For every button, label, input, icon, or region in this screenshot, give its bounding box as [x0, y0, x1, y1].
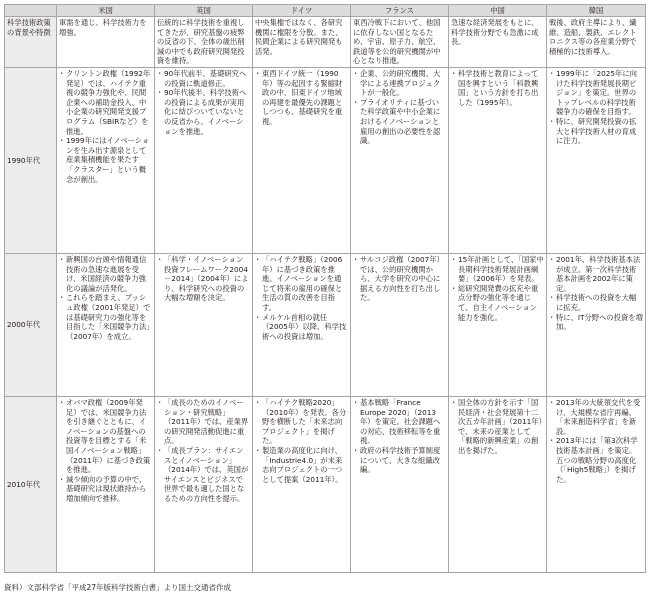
list-item: ・ 科学技術と教育によって国を興すという「科教興国」という方針を打ち出した（1995年）。	[451, 69, 544, 107]
bullet-list	[549, 398, 643, 484]
bullet-list	[353, 255, 446, 303]
header-germany: ドイツ	[253, 5, 351, 17]
cell-china	[449, 396, 547, 572]
cell-korea	[547, 67, 646, 253]
list-item: ・ 基本戦略「France Europe 2020」（2013年）を策定。社会課題への対応、技術移転等を重視。	[353, 398, 446, 446]
row-label: 科学技術政策の背景や特徴	[5, 17, 57, 68]
cell-text: 急速な経済発展をもとに、科学技術分野でも急激に成長。	[451, 18, 539, 47]
bullet-list	[353, 69, 446, 146]
cell-france	[351, 67, 449, 253]
cell-uk	[155, 67, 253, 253]
cell-france	[351, 396, 449, 572]
list-item: ・ 「ハイテク戦略2020」（2010年）を発表。各分野を横断した「未来志向プロジェクト」を掲げた。	[255, 398, 348, 446]
table-body	[5, 17, 646, 573]
cell-text: 伝統的に科学技術を重視してきたが、研究基盤の疲弊の反省の下、全体の歳出削減の中でも政府研究開発投資を維持。	[157, 18, 245, 66]
row-label: 2000年代	[5, 253, 57, 396]
list-item: ・ 特に、研究開発投資の拡大と科学技術人材の育成に注力。	[549, 117, 643, 146]
bullet-list	[59, 69, 152, 184]
list-item: ・ 「成長プラン：サイエンスとイノベーション」（2014年）では、英国がサイエンスとビジネスで世界で最も適した国となるための方向性を提示。	[157, 446, 250, 504]
header-korea: 韓国	[547, 5, 646, 17]
cell-china	[449, 253, 547, 396]
list-item: ・ メルケル首相の就任（2005年）以降、科学技術への投資は増加。	[255, 313, 348, 342]
table-row	[5, 396, 646, 572]
bullet-list	[255, 69, 348, 127]
list-item: ・ 新興国の台頭や情報通信技術の急速な進展を受け、米国経済の競争力強化の議論が活発化。	[59, 255, 152, 293]
list-item: ・ 2013年の大統領交代を受け、大規模な省庁再編、「未来創造科学省」を新設。	[549, 398, 643, 436]
source-note: 資料）文部科学省「平成27年版科学技術白書」より国土交通省作成	[4, 583, 232, 592]
cell-uk	[155, 396, 253, 572]
cell-text: 軍需を通じ、科学技術力を増強。	[59, 18, 147, 37]
bullet-list	[255, 255, 348, 341]
list-item: ・ 政府の科学技術予算制度について、大きな組織改編。	[353, 446, 446, 475]
cell-france	[351, 253, 449, 396]
list-item: ・ 特に、IT分野への投資を増加。	[549, 313, 643, 332]
comparison-table	[4, 4, 646, 573]
cell-germany	[253, 253, 351, 396]
cell-text: 戦後、政府主導により、繊維、造船、製鉄、エレクトロニクス等の各産業分野で積極的に技術導入。	[549, 18, 637, 56]
bullet-list	[59, 398, 152, 504]
list-item: ・ 減少傾向の予算の中で、基礎研究は現状維持から増加傾向で推移。	[59, 475, 152, 504]
row-label: 2010年代	[5, 396, 57, 572]
header-corner	[5, 5, 57, 17]
bullet-list	[549, 255, 643, 332]
list-item: ・ 総研究開発費の拡充や重点分野の強化等を通じて、自主イノベーション能力を強化。	[451, 284, 544, 322]
list-item: ・ サルコジ政権（2007年）では、公的研究機関から、大学を研究の中心に据える方向性を打ち出した。	[353, 255, 446, 303]
bullet-list	[353, 398, 446, 475]
list-item: ・ これらを踏まえ、ブッシュ政権（2001年発足）では基礎研究力の強化等を目指した「米国競争力法」（2007年）を成立。	[59, 293, 152, 341]
header-usa: 米国	[57, 5, 155, 17]
list-item: ・ 1999年に「2025年に向けた科学技術発展長期ビジョン」を策定。世界のトップレベルの科学技術競争力の確保を目指す。	[549, 69, 643, 117]
list-item: ・ 科学技術への投資を大幅に拡充。	[549, 293, 643, 312]
cell-usa	[57, 396, 155, 572]
header-france: フランス	[351, 5, 449, 17]
bullet-list	[451, 398, 544, 456]
bullet-list	[157, 255, 250, 303]
table-row	[5, 67, 646, 253]
list-item: ・ プライオリティに基づいた科学政策や中小企業におけるイノベーションと雇用の創出の必要性を認識。	[353, 98, 446, 146]
cell-france	[351, 17, 449, 68]
bullet-list	[157, 69, 250, 136]
list-item: ・ 15年計画として、「国家中長期科学技術発展計画綱要」（2006年）を発表。	[451, 255, 544, 284]
cell-uk	[155, 253, 253, 396]
list-item: ・ 「ハイテク戦略」（2006年）に基づき政策を推進。イノベーションを通じて将来の雇用の確保と生活の質の改善を目指す。	[255, 255, 348, 313]
bullet-list	[59, 255, 152, 341]
header-row	[5, 5, 646, 17]
header-uk: 英国	[155, 5, 253, 17]
cell-korea	[547, 253, 646, 396]
bullet-list	[549, 69, 643, 146]
list-item: ・ 90年代前半、基礎研究への投資に軌道修正。	[157, 69, 250, 88]
cell-germany	[253, 67, 351, 253]
list-item: ・ 企業、公的研究機関、大学による連携プロジェクトが一般化。	[353, 69, 446, 98]
list-item: ・ 2001年、科学技術基本法が成立。第一次科学技術基本計画を2002年に策定。	[549, 255, 643, 293]
cell-uk	[155, 17, 253, 68]
cell-korea	[547, 396, 646, 572]
bullet-list	[451, 255, 544, 322]
table-row	[5, 253, 646, 396]
list-item: ・ クリントン政権（1992年発足）では、ハイテク重視の競争力強化や、民間企業への補助金投入、中小企業の研究開発支援プログラム（SBIRなど）を推進。	[59, 69, 152, 136]
row-label: 1990年代	[5, 67, 57, 253]
bullet-list	[157, 398, 250, 504]
bullet-list	[255, 398, 348, 484]
cell-text: 中央集権ではなく、各研究機関に権限を分散。また、民間企業による研究開発も活発。	[255, 18, 343, 56]
list-item: ・ 1999年にはイノベーションを生み出す源泉として産業集積機能を果たす「クラスター」という概念が創出。	[59, 136, 152, 184]
list-item: ・ 「科学・イノベーション投資フレームワーク2004－2014」（2004年）により、科学研究への投資の大幅な増額を決定。	[157, 255, 250, 303]
cell-germany	[253, 396, 351, 572]
cell-china	[449, 67, 547, 253]
cell-text: 東西冷戦下において、他国に依存しない国となるため、宇宙、原子力、航空、鉄道等を公的研究機関が中心となり推進。	[353, 18, 441, 66]
list-item: ・ 「成長のためのイノベーション・研究戦略」（2011年）では、産業界の研究開発活動促進に重点。	[157, 398, 250, 446]
bullet-list	[451, 69, 544, 107]
cell-korea	[547, 17, 646, 68]
cell-germany	[253, 17, 351, 68]
list-item: ・ オバマ政権（2009年発足）では、米国競争力法を引き継ぐとともに、イノベーションの基盤への投資等を目標とする「米国イノベーション戦略」（2011年）に基づき政策を推進。	[59, 398, 152, 475]
list-item: ・ 東西ドイツ統一（1990年）等の起因する緊縮財政の中、旧東ドイツ地域の再建を最優先の課題としつつも、基礎研究を重視。	[255, 69, 348, 127]
table-row	[5, 17, 646, 68]
cell-usa	[57, 253, 155, 396]
list-item: ・ 製造業の高度化に向け、「Industrie4.0」が未来志向プロジェクトの一つとして提案（2011年）。	[255, 446, 348, 484]
cell-usa	[57, 17, 155, 68]
list-item: ・ 国全体の方針を示す「国民経済・社会発展第十二次五カ年計画」（2011年）で、未来の産業として「戦略的新興産業」の創出を掲げた。	[451, 398, 544, 456]
list-item: ・ 2013年には「第3次科学技術基本計画」を策定。五つの戦略分野の高度化（「High5戦略」）を掲げた。	[549, 436, 643, 484]
list-item: ・ 90年代後半、科学技術への投資による成果が実用化に結びついていないとの反省から、イノベーションを推進。	[157, 88, 250, 136]
cell-china	[449, 17, 547, 68]
cell-usa	[57, 67, 155, 253]
header-china: 中国	[449, 5, 547, 17]
